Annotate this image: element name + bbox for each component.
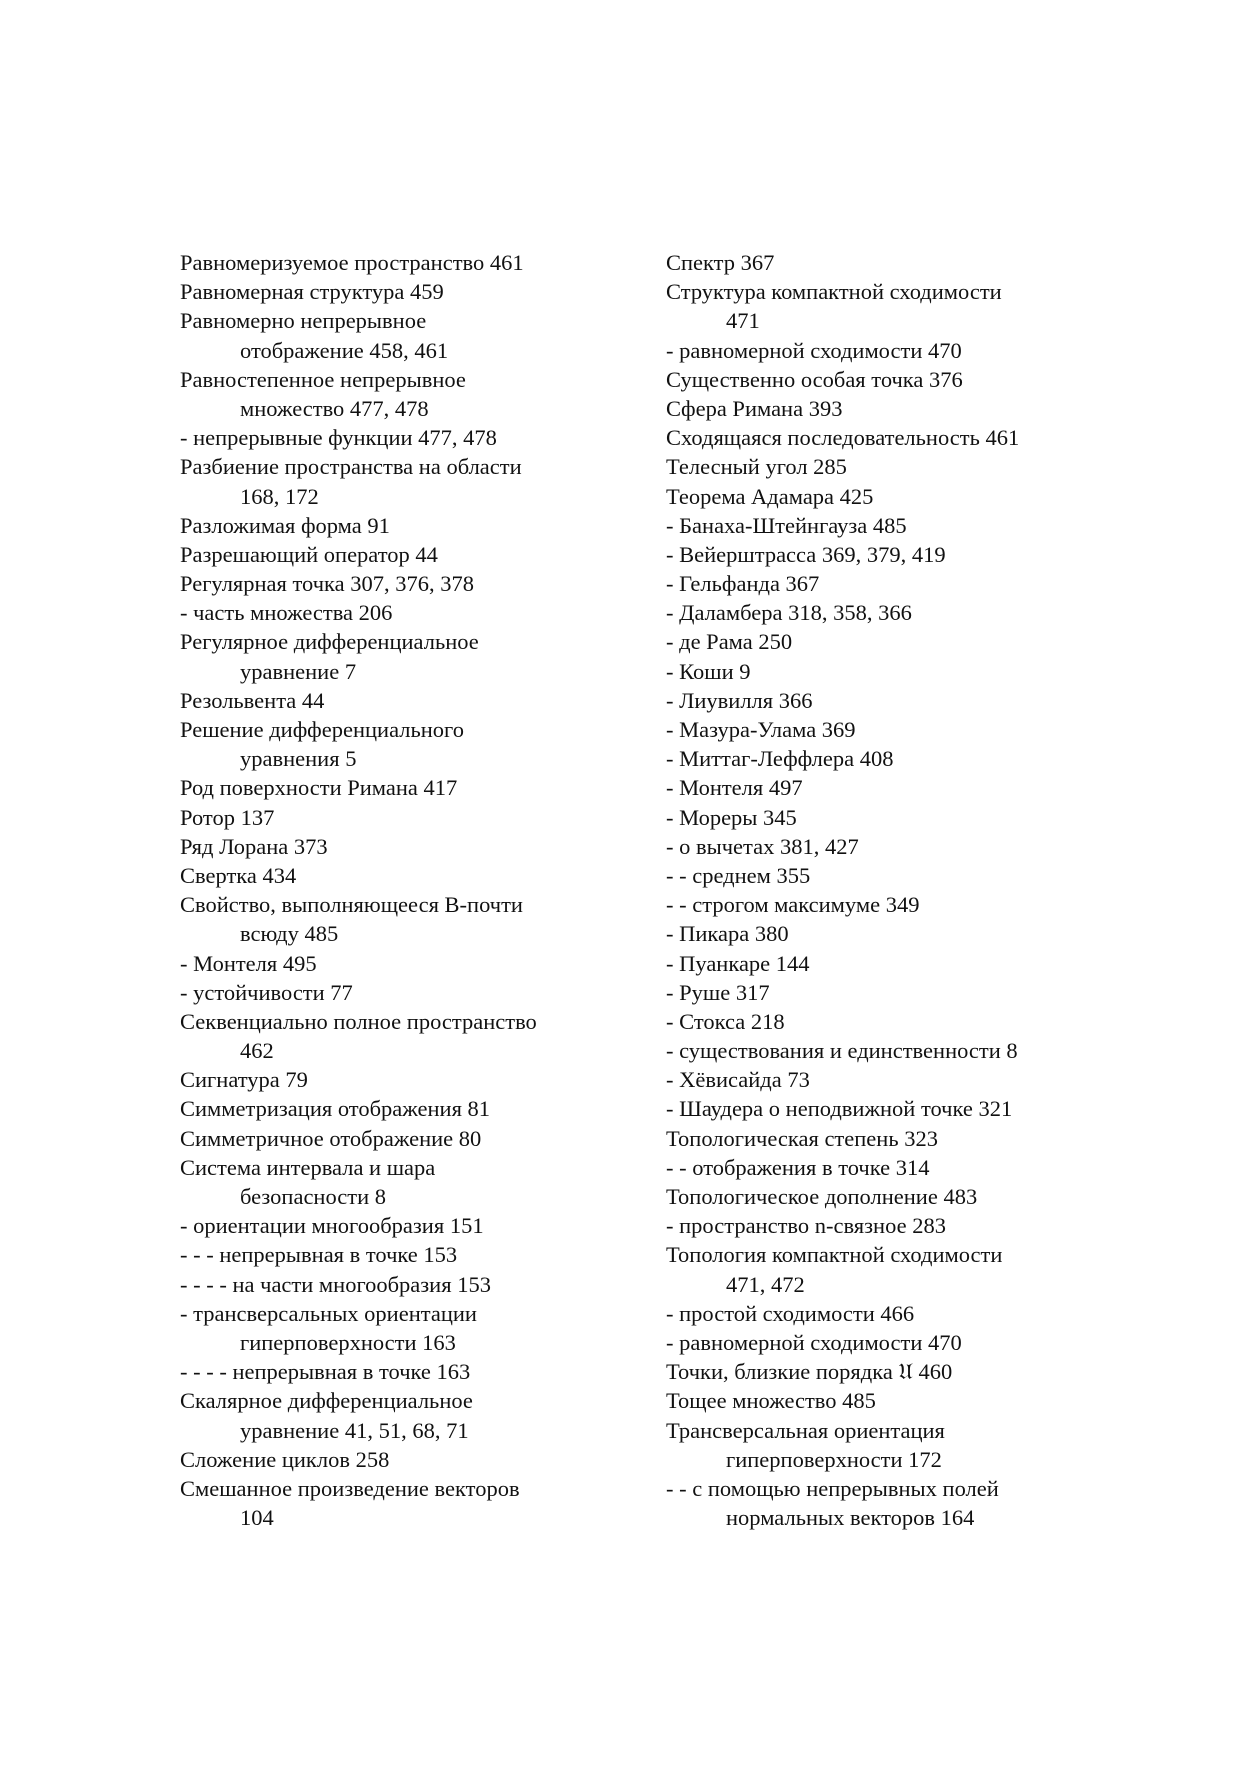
index-entry: всюду 485	[240, 921, 339, 947]
index-entry: - де Рама 250	[666, 629, 793, 655]
index-entry: Сигнатура 79	[180, 1067, 308, 1093]
index-entry: Свертка 434	[180, 862, 297, 888]
index-entry: Скалярное дифференциальное	[180, 1388, 473, 1414]
index-entry: - Коши 9	[666, 658, 751, 684]
index-entry: - Вейерштрасса 369, 379, 419	[666, 541, 946, 567]
index-entry: - Шаудера о неподвижной точке 321	[666, 1096, 1013, 1122]
index-entry: Сходящаяся последовательность 461	[666, 425, 1020, 451]
index-entry: уравнения 5	[240, 746, 357, 772]
index-entry: - непрерывные функции 477, 478	[180, 425, 497, 451]
index-entry: - Монтеля 495	[180, 950, 317, 976]
index-entry: Спектр 367	[666, 250, 775, 275]
index-entry: Топологическая степень 323	[666, 1125, 938, 1151]
index-entry: - - среднем 355	[666, 862, 811, 888]
index-entry: Регулярное дифференциальное	[180, 629, 479, 655]
index-entry: Система интервала и шара	[180, 1154, 436, 1180]
index-entry: Свойство, выполняющееся В-почти	[180, 892, 523, 918]
index-entry: Теорема Адамара 425	[666, 483, 874, 509]
index-entry: множество 477, 478	[240, 395, 429, 421]
index-entry: Равномерно непрерывное	[180, 308, 427, 334]
index-entry: 462	[240, 1038, 274, 1064]
index-entry: Разрешающий оператор 44	[180, 541, 438, 567]
index-entry: - - отображения в точке 314	[666, 1154, 930, 1180]
index-entry: Топология компактной сходимости	[666, 1242, 1003, 1268]
index-entry: уравнение 7	[240, 658, 357, 684]
index-entry: - ориентации многообразия 151	[180, 1213, 484, 1239]
index-entry: Симметричное отображение 80	[180, 1125, 482, 1151]
index-entry: 471	[726, 308, 760, 334]
index-entry: Разбиение пространства на области	[180, 454, 522, 480]
index-entry: - трансверсальных ориентации	[180, 1300, 477, 1326]
index-entry: Структура компактной сходимости	[666, 279, 1002, 305]
index-entry: 168, 172	[240, 483, 319, 509]
index-entry: - - - непрерывная в точке 153	[180, 1242, 458, 1268]
index-entry: Секвенциально полное пространство	[180, 1008, 537, 1034]
index-entry: безопасности 8	[240, 1184, 387, 1209]
index-entry: гиперповерхности 172	[726, 1446, 942, 1472]
index-entry: Существенно особая точка 376	[666, 366, 963, 392]
index-entry: - - - - непрерывная в точке 163	[180, 1359, 471, 1385]
index-entry: Точки, близкие порядка 𝔘 460	[666, 1359, 953, 1385]
index-entry: Симметризация отображения 81	[180, 1096, 491, 1122]
index-entry: - Пуанкаре 144	[666, 950, 810, 976]
index-entry: Трансверсальная ориентация	[666, 1417, 945, 1443]
index-entry: - равномерной сходимости 470	[666, 337, 962, 363]
index-entry: - Лиувилля 366	[666, 687, 813, 713]
index-entry: отображение 458, 461	[240, 337, 449, 363]
index-entry: Сфера Римана 393	[666, 395, 843, 421]
index-entry: - - с помощью непрерывных полей	[666, 1475, 999, 1501]
index-entry: - устойчивости 77	[180, 979, 353, 1005]
index-entry: Равностепенное непрерывное	[180, 366, 466, 392]
index-entry: - Стокса 218	[666, 1008, 785, 1034]
index-entry: - часть множества 206	[180, 600, 393, 626]
index-entry: Сложение циклов 258	[180, 1446, 390, 1472]
index-entry: Телесный угол 285	[666, 454, 847, 480]
index-entry: нормальных векторов 164	[726, 1505, 975, 1531]
index-entry: Топологическое дополнение 483	[666, 1184, 978, 1209]
index-entry: Род поверхности Римана 417	[180, 775, 458, 801]
index-entry: - Хёвисайда 73	[666, 1067, 810, 1093]
index-entry: Ротор 137	[180, 804, 275, 830]
index-entry: - Мореры 345	[666, 804, 797, 830]
index-entry: гиперповерхности 163	[240, 1329, 456, 1355]
index-entry: - - - - на части многообразия 153	[180, 1271, 491, 1297]
index-entry: - Гельфанда 367	[666, 571, 820, 597]
index-entry: Разложимая форма 91	[180, 512, 390, 538]
index-entry: Равномеризуемое пространство 461	[180, 250, 524, 275]
index-entry: 471, 472	[726, 1271, 805, 1297]
index-entry: Резольвента 44	[180, 687, 325, 713]
index-column-right	[666, 248, 1086, 1532]
index-entry: - равномерной сходимости 470	[666, 1329, 962, 1355]
index-entry: 104	[240, 1505, 274, 1531]
index-entry: - пространство n-связное 283	[666, 1213, 946, 1239]
index-entry: уравнение 41, 51, 68, 71	[240, 1417, 469, 1443]
index-entry: Решение дифференциального	[180, 717, 464, 742]
index-entry: Регулярная точка 307, 376, 378	[180, 571, 474, 597]
index-entry: - о вычетах 381, 427	[666, 833, 859, 859]
index-entry: - Банаха-Штейнгауза 485	[666, 512, 907, 538]
index-entry: - Мазура-Улама 369	[666, 717, 856, 742]
index-entry: Равномерная структура 459	[180, 279, 444, 305]
index-entry: - Даламбера 318, 358, 366	[666, 600, 912, 626]
index-entry: - Пикара 380	[666, 921, 789, 947]
index-entry: Тощее множество 485	[666, 1388, 876, 1414]
index-column-left	[180, 248, 620, 1532]
index-entry: - Миттаг-Леффлера 408	[666, 746, 894, 772]
index-entry: - Руше 317	[666, 979, 770, 1005]
index-entry: - Монтеля 497	[666, 775, 803, 801]
index-entry: - существования и единственности 8	[666, 1038, 1018, 1064]
index-entry: - - строгом максимуме 349	[666, 892, 920, 918]
index-entry: Смешанное произведение векторов	[180, 1475, 520, 1501]
index-entry: Ряд Лорана 373	[180, 833, 328, 859]
index-entry: - простой сходимости 466	[666, 1300, 915, 1326]
